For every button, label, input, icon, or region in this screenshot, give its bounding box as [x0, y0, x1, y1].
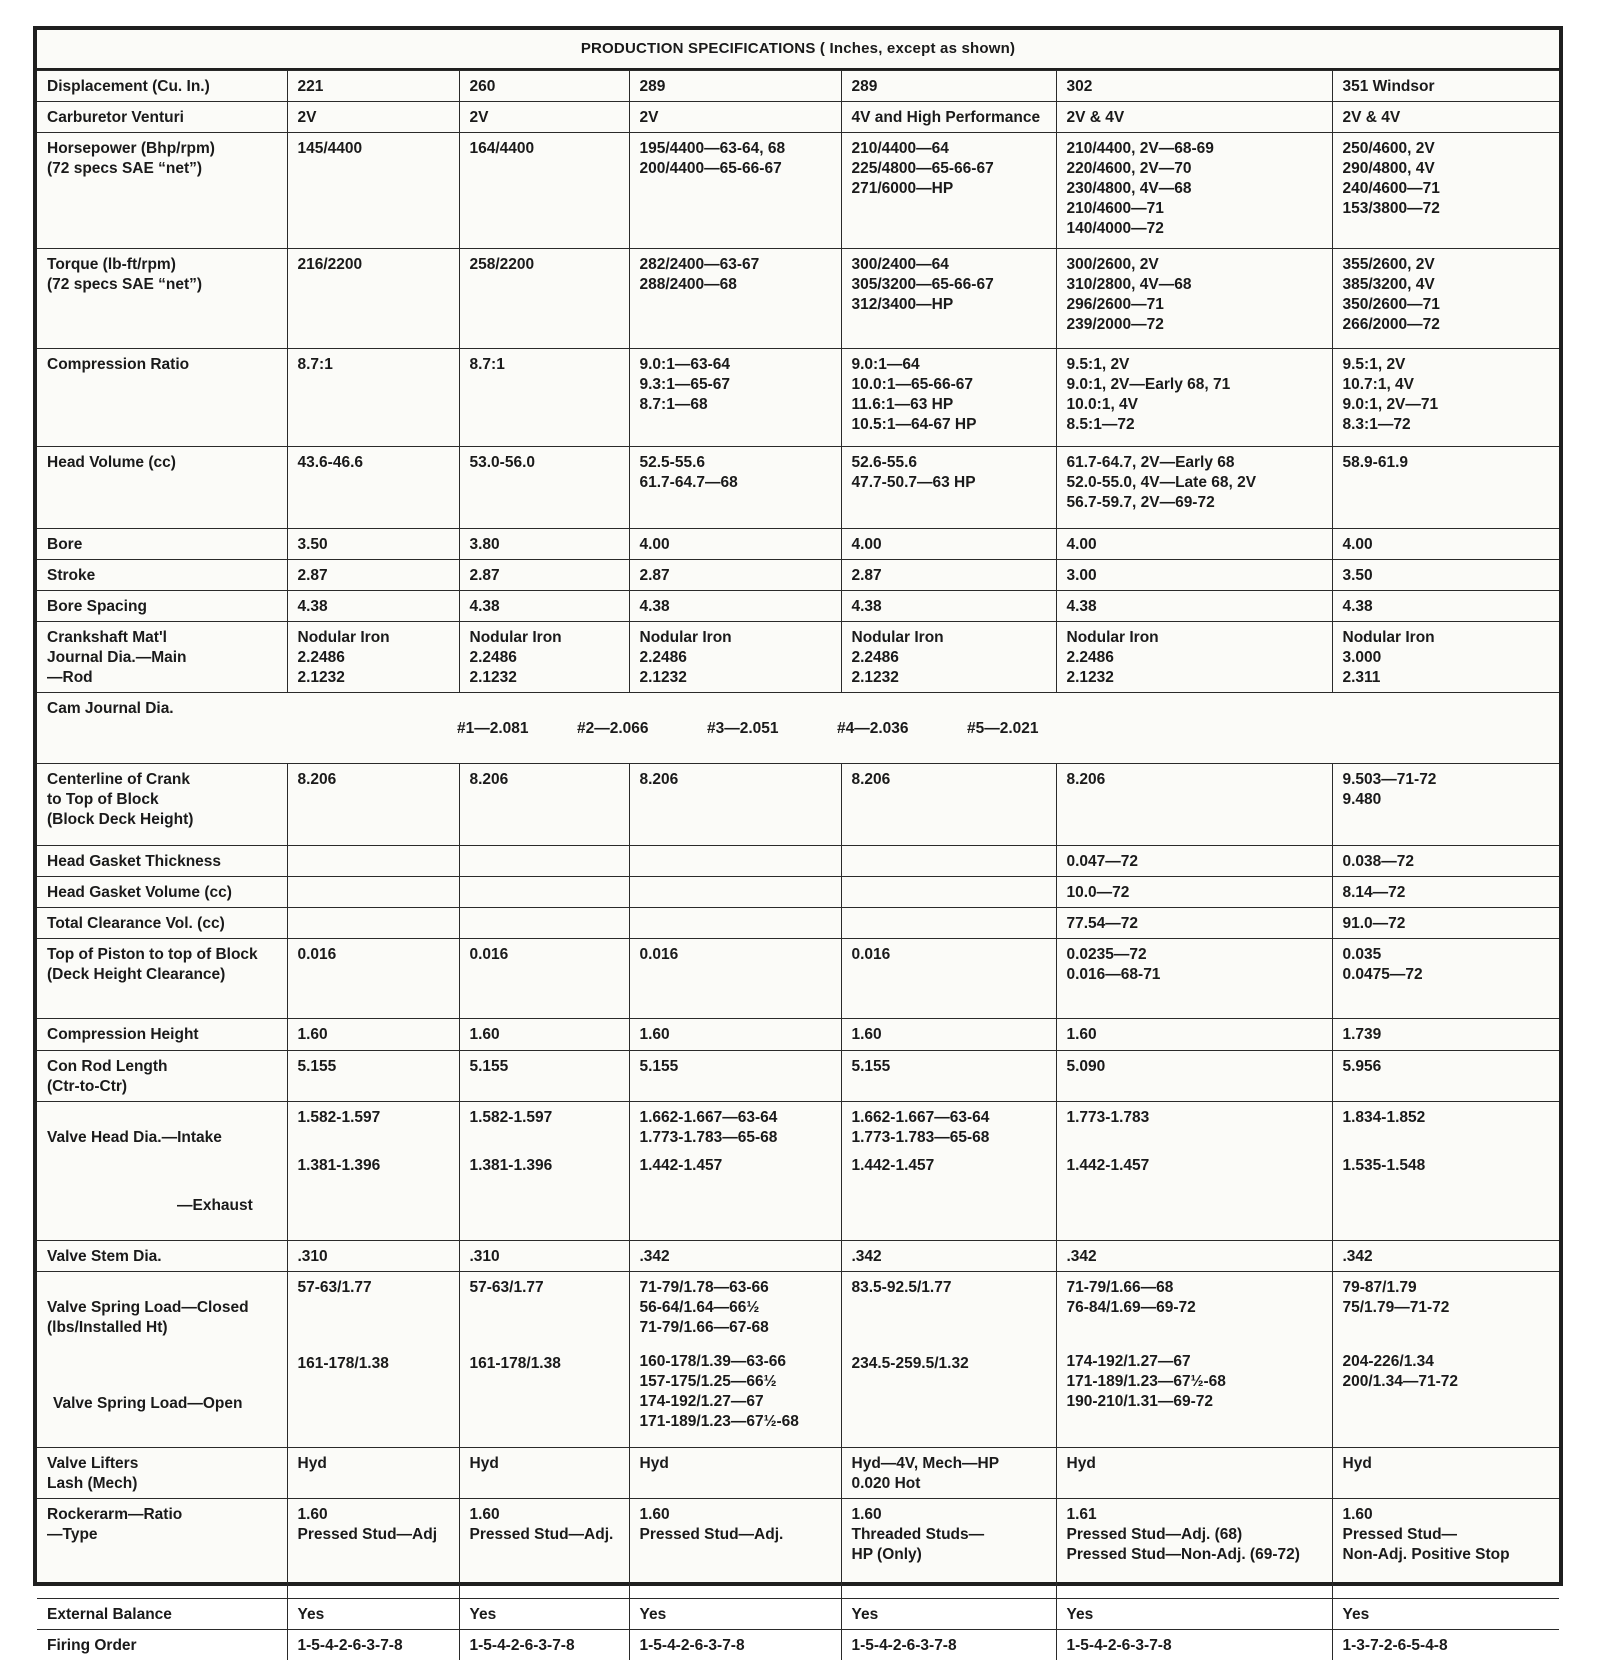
row-firing-order: [37, 1630, 1559, 1660]
table-cell: [841, 877, 1056, 908]
table-cell: [459, 846, 629, 877]
table-cell: 9.5:1, 2V 10.7:1, 4V 9.0:1, 2V—71 8.3:1—72: [1332, 349, 1559, 447]
table-cell: Nodular Iron 3.000 2.311: [1332, 622, 1559, 693]
valve-intake: 1.662-1.667—63-64 1.773-1.783—65-68: [640, 1108, 833, 1148]
row-label: External Balance: [37, 1599, 287, 1630]
table-cell: 5.155: [459, 1051, 629, 1102]
row-compression-ratio: [37, 349, 1559, 447]
table-cell: [629, 908, 841, 939]
valve-exhaust: 1.442-1.457: [852, 1156, 1048, 1176]
table-cell: 4.38: [287, 591, 459, 622]
cam-journal-values: [287, 693, 1559, 764]
table-cell: 282/2400—63-67 288/2400—68: [629, 249, 841, 349]
table-cell: 8.14—72: [1332, 877, 1559, 908]
row-label: [37, 1272, 287, 1448]
row-torque: [37, 249, 1559, 349]
table-cell: 91.0—72: [1332, 908, 1559, 939]
table-cell: 9.0:1—64 10.0:1—65-66-67 11.6:1—63 HP 10.5:1—64-67 HP: [841, 349, 1056, 447]
table-cell: 1.60 Pressed Stud—Adj: [287, 1499, 459, 1599]
table-cell: 0.016: [287, 939, 459, 1019]
table-cell: 10.0—72: [1056, 877, 1332, 908]
cam-journal-3: #3—2.051: [707, 719, 837, 739]
table-cell: 0.035 0.0475—72: [1332, 939, 1559, 1019]
valve-exhaust: 1.381-1.396: [470, 1156, 621, 1176]
row-label: Valve Stem Dia.: [37, 1241, 287, 1272]
table-cell: 1.60 Pressed Stud—Adj.: [459, 1499, 629, 1599]
row-label: Valve Lifters Lash (Mech): [37, 1448, 287, 1499]
table-cell: Hyd: [459, 1448, 629, 1499]
table-cell: 2.87: [841, 560, 1056, 591]
spring-open: 174-192/1.27—67 171-189/1.23—67½-68 190-210/1.31—69-72: [1067, 1352, 1324, 1412]
row-clearance-volume: [37, 908, 1559, 939]
col-header: 221: [287, 71, 459, 102]
row-stroke: [37, 560, 1559, 591]
table-cell: 1-5-4-2-6-3-7-8: [1056, 1630, 1332, 1660]
valve-exhaust-label: —Exhaust: [47, 1196, 279, 1216]
table-cell: [459, 1272, 629, 1448]
table-cell: [1056, 1272, 1332, 1448]
spring-closed-label: Valve Spring Load—Closed (lbs/Installed Ht): [47, 1298, 279, 1338]
table-cell: [459, 908, 629, 939]
valve-intake: 1.834-1.852: [1343, 1108, 1552, 1128]
table-cell: Yes: [841, 1599, 1056, 1630]
table-cell: 61.7-64.7, 2V—Early 68 52.0-55.0, 4V—Late 68, 2V 56.7-59.7, 2V—69-72: [1056, 447, 1332, 529]
table-cell: Hyd—4V, Mech—HP 0.020 Hot: [841, 1448, 1056, 1499]
table-cell: 4.00: [1056, 529, 1332, 560]
row-label: Crankshaft Mat'l Journal Dia.—Main —Rod: [37, 622, 287, 693]
table-cell: 2V & 4V: [1056, 102, 1332, 133]
table-cell: 5.956: [1332, 1051, 1559, 1102]
table-cell: 1.60 Threaded Studs— HP (Only): [841, 1499, 1056, 1599]
table-cell: 52.5-55.6 61.7-64.7—68: [629, 447, 841, 529]
spring-open: 161-178/1.38: [470, 1354, 621, 1374]
table-cell: 4.38: [841, 591, 1056, 622]
row-rockerarm: [37, 1499, 1559, 1599]
table-cell: [459, 1102, 629, 1241]
table-cell: 77.54—72: [1056, 908, 1332, 939]
table-cell: 5.155: [629, 1051, 841, 1102]
table-cell: Hyd: [287, 1448, 459, 1499]
table-cell: 4.38: [459, 591, 629, 622]
table-cell: 2.87: [629, 560, 841, 591]
row-label: Top of Piston to top of Block (Deck Height Clearance): [37, 939, 287, 1019]
table-cell: Yes: [629, 1599, 841, 1630]
table-cell: Nodular Iron 2.2486 2.1232: [459, 622, 629, 693]
valve-intake: 1.662-1.667—63-64 1.773-1.783—65-68: [852, 1108, 1048, 1148]
table-cell: 1-5-4-2-6-3-7-8: [287, 1630, 459, 1660]
row-label: Head Gasket Thickness: [37, 846, 287, 877]
table-cell: 9.5:1, 2V 9.0:1, 2V—Early 68, 71 10.0:1, 4V 8.5:1—72: [1056, 349, 1332, 447]
table-cell: 4.00: [629, 529, 841, 560]
table-cell: 3.50: [287, 529, 459, 560]
row-external-balance: [37, 1599, 1559, 1630]
row-label: Compression Ratio: [37, 349, 287, 447]
table-cell: 0.016: [629, 939, 841, 1019]
row-label: Head Gasket Volume (cc): [37, 877, 287, 908]
row-valve-stem: [37, 1241, 1559, 1272]
table-cell: [629, 1272, 841, 1448]
table-cell: 164/4400: [459, 133, 629, 249]
table-cell: Yes: [459, 1599, 629, 1630]
table-cell: 1.60: [459, 1019, 629, 1051]
table-cell: .342: [841, 1241, 1056, 1272]
table-cell: 8.7:1: [459, 349, 629, 447]
spring-open: 204-226/1.34 200/1.34—71-72: [1343, 1352, 1552, 1392]
table-cell: 1.60: [287, 1019, 459, 1051]
table-cell: 2.87: [459, 560, 629, 591]
table-cell: 1-5-4-2-6-3-7-8: [459, 1630, 629, 1660]
table-cell: Nodular Iron 2.2486 2.1232: [841, 622, 1056, 693]
table-cell: [629, 1102, 841, 1241]
row-label: Bore: [37, 529, 287, 560]
table-cell: 0.016: [841, 939, 1056, 1019]
col-header: 302: [1056, 71, 1332, 102]
table-cell: Yes: [287, 1599, 459, 1630]
table-cell: 250/4600, 2V 290/4800, 4V 240/4600—71 153/3800—72: [1332, 133, 1559, 249]
valve-exhaust: 1.442-1.457: [640, 1156, 833, 1176]
row-label: Cam Journal Dia.: [37, 693, 287, 764]
table-cell: [287, 1272, 459, 1448]
table-cell: 4.38: [629, 591, 841, 622]
table-cell: 0.038—72: [1332, 846, 1559, 877]
table-cell: Hyd: [1332, 1448, 1559, 1499]
table-cell: Nodular Iron 2.2486 2.1232: [287, 622, 459, 693]
table-cell: 4.00: [1332, 529, 1559, 560]
spring-closed: 83.5-92.5/1.77: [852, 1278, 1048, 1338]
table-cell: [841, 1102, 1056, 1241]
table-cell: 258/2200: [459, 249, 629, 349]
row-label: Centerline of Crank to Top of Block (Block Deck Height): [37, 764, 287, 846]
table-cell: [841, 1272, 1056, 1448]
col-header: 260: [459, 71, 629, 102]
table-cell: [629, 846, 841, 877]
spring-open: 161-178/1.38: [298, 1354, 451, 1374]
cam-journal-2: #2—2.066: [577, 719, 707, 739]
table-cell: 5.155: [287, 1051, 459, 1102]
table-cell: [841, 846, 1056, 877]
row-bore: [37, 529, 1559, 560]
table-cell: [1332, 1272, 1559, 1448]
row-label: Firing Order: [37, 1630, 287, 1660]
valve-intake: 1.582-1.597: [470, 1108, 621, 1128]
table-cell: 9.0:1—63-64 9.3:1—65-67 8.7:1—68: [629, 349, 841, 447]
row-gasket-thickness: [37, 846, 1559, 877]
row-crankshaft: [37, 622, 1559, 693]
row-label: Rockerarm—Ratio —Type: [37, 1499, 287, 1599]
table-cell: [287, 908, 459, 939]
table-cell: 8.206: [287, 764, 459, 846]
table-cell: 4V and High Performance: [841, 102, 1056, 133]
table-cell: [287, 877, 459, 908]
table-cell: Nodular Iron 2.2486 2.1232: [1056, 622, 1332, 693]
table-cell: 1.60 Pressed Stud— Non-Adj. Positive Stop: [1332, 1499, 1559, 1599]
col-header: 351 Windsor: [1332, 71, 1559, 102]
table-cell: 1-5-4-2-6-3-7-8: [841, 1630, 1056, 1660]
table-cell: .310: [459, 1241, 629, 1272]
row-label: Total Clearance Vol. (cc): [37, 908, 287, 939]
table-cell: 4.38: [1332, 591, 1559, 622]
row-deck-height: [37, 764, 1559, 846]
page-title: PRODUCTION SPECIFICATIONS ( Inches, except as shown): [37, 30, 1559, 70]
cam-journal-4: #4—2.036: [837, 719, 967, 739]
table-cell: 300/2600, 2V 310/2800, 4V—68 296/2600—71 239/2000—72: [1056, 249, 1332, 349]
table-cell: 52.6-55.6 47.7-50.7—63 HP: [841, 447, 1056, 529]
row-horsepower: [37, 133, 1559, 249]
spring-open: 234.5-259.5/1.32: [852, 1354, 1048, 1374]
table-cell: 1.60: [841, 1019, 1056, 1051]
table-cell: 3.80: [459, 529, 629, 560]
table-cell: 1.60 Pressed Stud—Adj.: [629, 1499, 841, 1599]
row-bore-spacing: [37, 591, 1559, 622]
table-cell: Nodular Iron 2.2486 2.1232: [629, 622, 841, 693]
row-label: Torque (lb-ft/rpm) (72 specs SAE “net”): [37, 249, 287, 349]
spring-open: 160-178/1.39—63-66 157-175/1.25—66½ 174-192/1.27—67 171-189/1.23—67½-68: [640, 1352, 833, 1432]
table-cell: 1.61 Pressed Stud—Adj. (68) Pressed Stud—Non-Adj. (69-72): [1056, 1499, 1332, 1599]
row-carburetor: [37, 102, 1559, 133]
row-lifters: [37, 1448, 1559, 1499]
table-cell: 8.206: [629, 764, 841, 846]
table-cell: .310: [287, 1241, 459, 1272]
table-cell: 216/2200: [287, 249, 459, 349]
cam-journal-1: #1—2.081: [457, 719, 577, 739]
col-header: 289: [629, 71, 841, 102]
table-cell: 2V & 4V: [1332, 102, 1559, 133]
row-label: Compression Height: [37, 1019, 287, 1051]
spec-sheet: [33, 26, 1563, 1586]
table-cell: 2.87: [287, 560, 459, 591]
table-cell: 210/4400—64 225/4800—65-66-67 271/6000—HP: [841, 133, 1056, 249]
table-cell: 300/2400—64 305/3200—65-66-67 312/3400—HP: [841, 249, 1056, 349]
table-cell: [629, 877, 841, 908]
table-cell: 2V: [459, 102, 629, 133]
table-cell: 0.047—72: [1056, 846, 1332, 877]
row-con-rod: [37, 1051, 1559, 1102]
table-cell: 2V: [287, 102, 459, 133]
spring-closed: 79-87/1.79 75/1.79—71-72: [1343, 1278, 1552, 1338]
table-cell: Yes: [1332, 1599, 1559, 1630]
valve-exhaust: 1.381-1.396: [298, 1156, 451, 1176]
row-piston-top: [37, 939, 1559, 1019]
table-cell: 53.0-56.0: [459, 447, 629, 529]
table-cell: 4.00: [841, 529, 1056, 560]
row-displacement: [37, 71, 1559, 102]
table-cell: 8.206: [841, 764, 1056, 846]
table-cell: Yes: [1056, 1599, 1332, 1630]
col-header: 289: [841, 71, 1056, 102]
valve-exhaust: 1.535-1.548: [1343, 1156, 1552, 1176]
row-label: Displacement (Cu. In.): [37, 71, 287, 102]
table-cell: .342: [1332, 1241, 1559, 1272]
row-label: Con Rod Length (Ctr-to-Ctr): [37, 1051, 287, 1102]
spring-closed: 71-79/1.78—63-66 56-64/1.64—66½ 71-79/1.66—67-68: [640, 1278, 833, 1338]
row-label: Head Volume (cc): [37, 447, 287, 529]
row-compression-height: [37, 1019, 1559, 1051]
table-cell: .342: [1056, 1241, 1332, 1272]
table-cell: 5.155: [841, 1051, 1056, 1102]
table-cell: 355/2600, 2V 385/3200, 4V 350/2600—71 266/2000—72: [1332, 249, 1559, 349]
spring-closed: 71-79/1.66—68 76-84/1.69—69-72: [1067, 1278, 1324, 1338]
table-cell: [1056, 1102, 1332, 1241]
cam-journal-5: #5—2.021: [967, 719, 1097, 739]
table-cell: 5.090: [1056, 1051, 1332, 1102]
table-cell: 0.016: [459, 939, 629, 1019]
valve-intake: 1.773-1.783: [1067, 1108, 1324, 1128]
table-cell: 210/4400, 2V—68-69 220/4600, 2V—70 230/4800, 4V—68 210/4600—71 140/4000—72: [1056, 133, 1332, 249]
table-cell: [287, 846, 459, 877]
row-label: Carburetor Venturi: [37, 102, 287, 133]
valve-exhaust: 1.442-1.457: [1067, 1156, 1324, 1176]
table-cell: [287, 1102, 459, 1241]
table-cell: 43.6-46.6: [287, 447, 459, 529]
table-cell: 195/4400—63-64, 68 200/4400—65-66-67: [629, 133, 841, 249]
table-cell: 0.0235—72 0.016—68-71: [1056, 939, 1332, 1019]
table-cell: 2V: [629, 102, 841, 133]
table-cell: [1332, 1102, 1559, 1241]
row-valve-spring: [37, 1272, 1559, 1448]
table-cell: .342: [629, 1241, 841, 1272]
table-cell: 145/4400: [287, 133, 459, 249]
row-gasket-volume: [37, 877, 1559, 908]
row-label: Stroke: [37, 560, 287, 591]
spring-open-label: Valve Spring Load—Open: [47, 1394, 279, 1414]
valve-intake: 1.582-1.597: [298, 1108, 451, 1128]
table-cell: 1-3-7-2-6-5-4-8: [1332, 1630, 1559, 1660]
row-valve-head: [37, 1102, 1559, 1241]
table-cell: 58.9-61.9: [1332, 447, 1559, 529]
table-cell: 4.38: [1056, 591, 1332, 622]
table-cell: [459, 877, 629, 908]
row-head-volume: [37, 447, 1559, 529]
table-cell: 3.00: [1056, 560, 1332, 591]
table-cell: Hyd: [629, 1448, 841, 1499]
spring-closed: 57-63/1.77: [298, 1278, 451, 1338]
table-cell: 1.739: [1332, 1019, 1559, 1051]
table-cell: Hyd: [1056, 1448, 1332, 1499]
table-cell: 3.50: [1332, 560, 1559, 591]
table-cell: 8.7:1: [287, 349, 459, 447]
row-label: Bore Spacing: [37, 591, 287, 622]
spring-closed: 57-63/1.77: [470, 1278, 621, 1338]
table-cell: 8.206: [459, 764, 629, 846]
spec-table: [37, 70, 1559, 1660]
table-cell: 1.60: [1056, 1019, 1332, 1051]
table-cell: 1-5-4-2-6-3-7-8: [629, 1630, 841, 1660]
table-cell: 9.503—71-72 9.480: [1332, 764, 1559, 846]
table-cell: 1.60: [629, 1019, 841, 1051]
row-label: [37, 1102, 287, 1241]
valve-intake-label: Valve Head Dia.—Intake: [47, 1128, 279, 1148]
table-cell: 8.206: [1056, 764, 1332, 846]
row-cam-journal: [37, 693, 1559, 764]
table-cell: [841, 908, 1056, 939]
row-label: Horsepower (Bhp/rpm) (72 specs SAE “net”): [37, 133, 287, 249]
